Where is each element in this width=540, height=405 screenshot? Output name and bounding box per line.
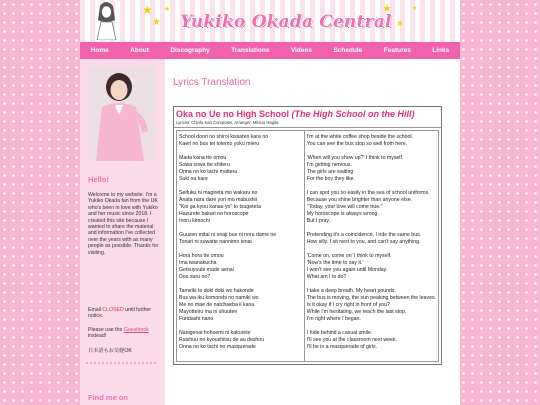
lyric-line: I won't see you again until Monday. xyxy=(306,267,388,273)
lyric-line: Hora hora tte omou xyxy=(179,253,224,259)
welcome-text: Welcome to my website. I'm a Yukiko Okada fan from the UK who's been in love with Yukiko and her music since 2018. I created this site because I wanted to share the material and information I've collected over the years with as many people as possible. Thanks for visiting. xyxy=(88,192,159,256)
lyric-line: Mada kana tte omou xyxy=(179,155,227,161)
anime-girl-illustration xyxy=(94,0,118,40)
lyric-line: But I pray. xyxy=(306,218,331,224)
lyric-line: "Koi ga kyou kanau yo" to tsugeteta xyxy=(179,204,261,210)
nav-discography[interactable]: Discography xyxy=(170,47,210,54)
japanese-ok-note: 日本語もお気軽OK xyxy=(88,348,132,354)
lyric-line: How silly. I sit next to you, and can't say anything. xyxy=(306,239,421,245)
song-header xyxy=(174,107,441,128)
lyrics-stanza xyxy=(179,134,302,148)
guestbook-link[interactable]: Guestbook xyxy=(123,327,149,333)
lyric-line: Furidashi nano xyxy=(179,316,214,322)
lyric-line: 'When will you show up?' I think to myself. xyxy=(306,155,404,161)
star-icon: ★ xyxy=(396,18,405,28)
lyric-line: Seifuku ni magireta mo wakaru no xyxy=(179,190,258,196)
song-title-japanese: Oka no Ue no High School xyxy=(176,109,290,119)
lyric-line: Suki na kare xyxy=(179,176,208,182)
nav-translations[interactable]: Translations xyxy=(231,47,270,54)
nav-schedule[interactable]: Schedule xyxy=(333,47,363,54)
lyric-line: Inoru kimochi xyxy=(179,218,210,224)
lyric-line: I'll see you at the classroom next week. xyxy=(306,337,397,343)
lyric-line: Because you shine brighter than anyone else. xyxy=(306,197,413,203)
lyric-line: Tameiki to doki doki wo hakonde xyxy=(179,288,254,294)
lyric-line: I hide behind a casual smile. xyxy=(306,330,373,336)
lyric-line: Ima iwanakucha xyxy=(179,260,217,266)
email-suffix: until further notice. xyxy=(88,307,152,320)
star-icon: ★ xyxy=(412,6,418,12)
lyric-line: Onna no ko tachi matteru xyxy=(179,169,238,175)
lyric-line: The bus is moving, the sun peaking between the leaves. xyxy=(306,295,436,301)
lyrics-stanza xyxy=(307,232,436,246)
song-title xyxy=(176,109,439,119)
lyric-line: Pretending it's a coincidence, I ride the same bus. xyxy=(306,232,422,238)
star-icon: ★ xyxy=(152,17,161,28)
nav-about[interactable]: About xyxy=(130,47,149,54)
lyric-line: Sowa sowa tte shiteru xyxy=(179,162,230,168)
lyrics-stanza xyxy=(307,253,436,281)
lyric-line: Kaeri no bus tei totemo yoku mieru xyxy=(179,141,260,147)
nav-features[interactable]: Features xyxy=(383,47,411,54)
lyric-line: Anata nara dare yori mo mabushii xyxy=(179,197,257,203)
guestbook-prefix: Please use the xyxy=(88,327,124,333)
lyric-line: The girls are waiting xyxy=(306,169,354,175)
song-credits: Lyricist: Chinfa Kan Composer, Arranger: Mitsuo Hagita xyxy=(176,120,279,125)
main-content xyxy=(173,59,453,405)
sidebar-divider xyxy=(86,362,156,364)
lyrics-box xyxy=(173,106,442,365)
guestbook-suffix: instead! xyxy=(88,333,107,340)
star-icon: ★ xyxy=(164,6,171,13)
profile-photo xyxy=(88,67,155,161)
portrait-illustration xyxy=(88,67,155,161)
lyric-line: "Today, your love will come true." xyxy=(306,204,383,210)
email-prefix: Email xyxy=(88,307,103,313)
email-notice xyxy=(88,307,160,320)
lyric-line: Guuzen mitai ni onaji bus ni noru dame ne xyxy=(179,232,277,238)
lyrics-stanza xyxy=(307,134,436,148)
lyrics-stanza xyxy=(307,155,436,183)
lyrics-stanza xyxy=(179,330,302,351)
site-title: Yukiko Okada Central xyxy=(180,12,392,32)
nav-videos[interactable]: Videos xyxy=(290,47,313,54)
lyric-line: Getsuyoubi made aenai xyxy=(179,267,234,273)
song-title-english: (The High School on the Hill) xyxy=(291,109,415,119)
lyric-line: You can see the bus stop so well from here. xyxy=(306,141,408,147)
page xyxy=(80,0,460,405)
lyric-line: Tonari ni suwatte nannimo ienai xyxy=(179,239,252,245)
lyrics-stanza xyxy=(179,253,302,281)
hello-heading: Hello! xyxy=(88,175,109,184)
lyrics-stanza xyxy=(179,232,302,246)
lyrics-stanza xyxy=(307,330,436,351)
lyric-line: I'm at the white coffee shop beside the school. xyxy=(306,134,413,140)
lyric-line: I'm getting nervous. xyxy=(306,162,352,168)
main-nav xyxy=(80,42,460,59)
lyric-line: I'll be in a masquerade of girls. xyxy=(306,344,377,350)
lyric-line: What am I to do? xyxy=(306,274,347,280)
romaji-lyrics-column xyxy=(177,131,304,361)
find-me-heading: Find me on xyxy=(88,393,128,402)
header-banner xyxy=(80,0,460,42)
nav-home[interactable]: Home xyxy=(90,47,109,54)
lyric-line: Is it okay if I cry right in front of you? xyxy=(306,302,390,308)
lyric-line: Hazurete bakari no horoscope xyxy=(179,211,249,217)
lyrics-stanza xyxy=(307,288,436,323)
lyric-line: For the boy they like. xyxy=(306,176,355,182)
lyric-line: Me no mae de natchaeba ii kana xyxy=(179,302,255,308)
lyric-line: School doori no shiroi kissaten kara no xyxy=(179,134,269,140)
lyrics-table xyxy=(176,130,439,362)
lyric-line: My horoscope is always wrong. xyxy=(306,211,379,217)
lyric-line: Raishuu no kyoushitsu de au deshou xyxy=(179,337,265,343)
lyric-line: I can spot you so easily in the sea of school uniforms. xyxy=(306,190,430,196)
lyric-line: I'm right where I began. xyxy=(306,316,361,322)
lyric-line: 'Now's the time to say it.' xyxy=(306,260,364,266)
star-icon: ★ xyxy=(382,3,392,15)
nav-links[interactable]: Links xyxy=(432,47,450,54)
lyric-line: Dou suru no? xyxy=(179,274,211,280)
email-status: CLOSED xyxy=(102,307,124,313)
lyric-line: Mayotteiru ma ni shuuten xyxy=(179,309,238,315)
lyrics-stanza xyxy=(179,288,302,323)
english-lyrics-column xyxy=(304,131,438,361)
guestbook-notice xyxy=(88,327,160,340)
lyric-line: While I'm hesitating, we reach the last stop. xyxy=(306,309,407,315)
page-title: Lyrics Translation xyxy=(173,77,251,88)
star-icon: ★ xyxy=(142,3,153,17)
lyrics-stanza xyxy=(179,155,302,183)
lyric-line: Nanigenai hohoemi ni kakurete xyxy=(179,330,251,336)
lyric-line: I take a deep breath. My heart pounds. xyxy=(306,288,396,294)
lyric-line: Bus wa iku komorebi no namiki wo xyxy=(179,295,259,301)
lyric-line: 'Come on, come on' I think to myself. xyxy=(306,253,392,259)
lyric-line: Onna no ko tachi no masquerade xyxy=(179,344,256,350)
lyrics-stanza xyxy=(307,190,436,225)
lyrics-stanza xyxy=(179,190,302,225)
sidebar xyxy=(80,59,165,405)
